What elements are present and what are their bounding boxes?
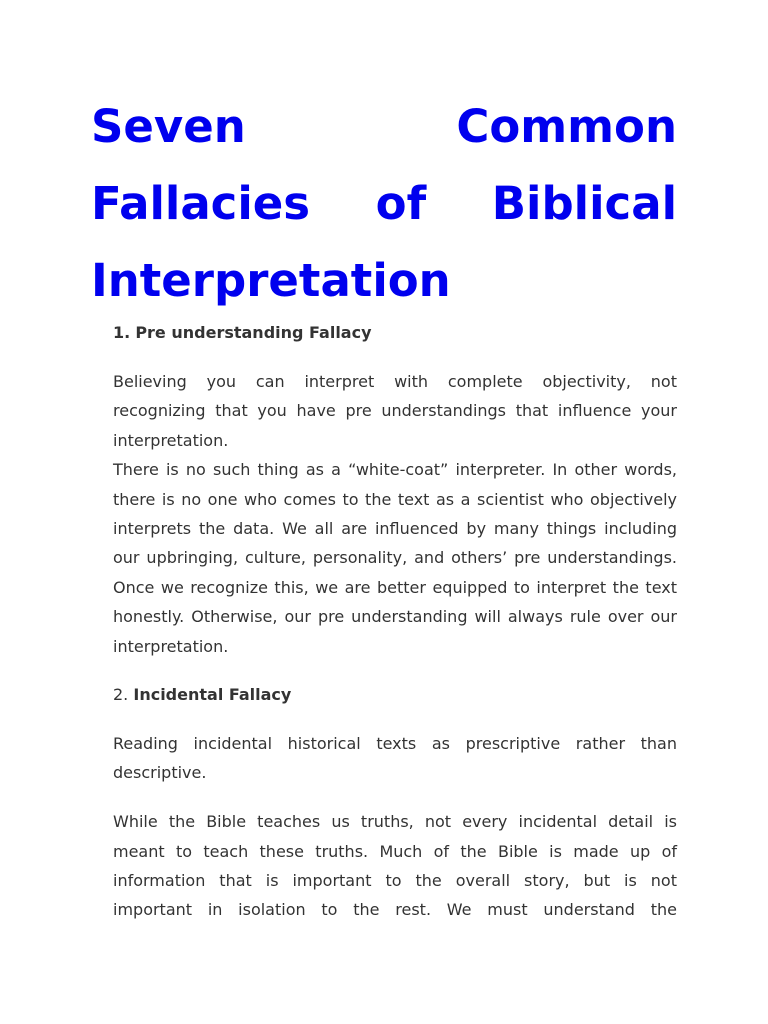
paragraph <box>113 455 677 661</box>
text-line: Reading incidental historical texts as prescriptive rather than <box>113 733 677 753</box>
paragraph <box>113 807 677 925</box>
text-line: Once we recognize this, we are better equipped to interpret the text <box>113 577 677 597</box>
heading-label: Pre understanding Fallacy <box>135 323 372 342</box>
text-line: descriptive. <box>113 763 207 783</box>
text-line: While the Bible teaches us truths, not every incidental detail is <box>113 812 677 832</box>
section-heading <box>113 680 677 709</box>
section-incidental <box>113 680 677 925</box>
text-line: Believing you can interpret with complete objectivity, not <box>113 371 677 391</box>
text-line: information that is important to the overall story, but is not <box>113 871 677 891</box>
title-line: Interpretation <box>91 254 451 307</box>
text-line: our upbringing, culture, personality, and others’ pre understandings. <box>113 548 677 568</box>
text-line: there is no one who comes to the text as a scientist who objectively <box>113 489 677 509</box>
text-line: recognizing that you have pre understandings that influence your <box>113 401 677 421</box>
section-pre-understanding <box>113 318 677 661</box>
title-line: Seven Common <box>91 100 677 153</box>
text-line: interpretation. <box>113 636 229 656</box>
text-line: interpretation. <box>113 430 229 450</box>
heading-number: 2. <box>113 685 129 704</box>
text-line: interprets the data. We all are influenced by many things including <box>113 518 677 538</box>
text-line: meant to teach these truths. Much of the Bible is made up of <box>113 841 677 861</box>
paragraph <box>113 729 677 788</box>
section-heading <box>113 318 677 347</box>
text-line: honestly. Otherwise, our pre understanding will always rule over our <box>113 607 677 627</box>
paragraph <box>113 367 677 455</box>
text-line: There is no such thing as a “white-coat” interpreter. In other words, <box>113 460 677 480</box>
document-title <box>91 88 677 319</box>
heading-label: Incidental Fallacy <box>133 685 292 704</box>
text-line: important in isolation to the rest. We must understand the <box>113 900 677 920</box>
title-line: Fallacies of Biblical <box>91 177 677 230</box>
heading-number: 1. <box>113 323 131 342</box>
